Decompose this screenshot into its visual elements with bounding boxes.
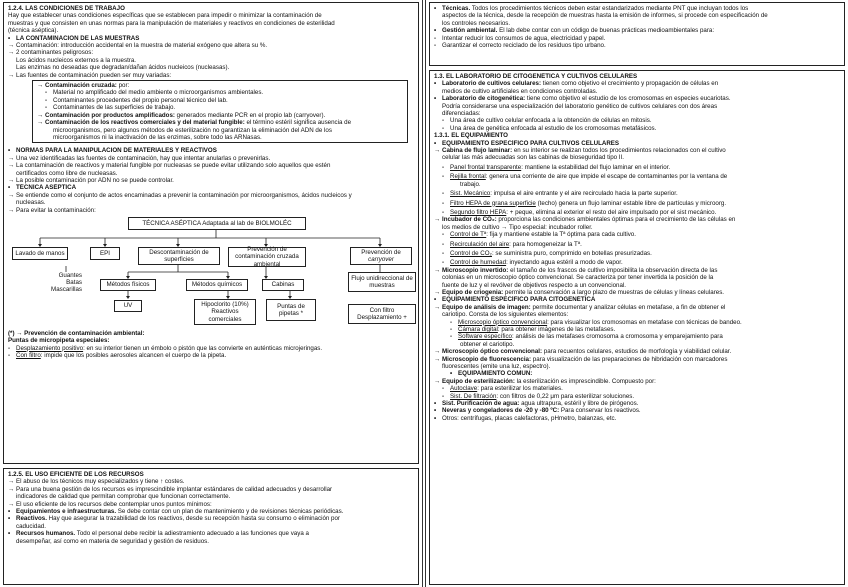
comun-line: - Autoclave: para esterilizar los materiales. (442, 385, 563, 393)
bullet-marker: - (45, 89, 48, 97)
contam-list (8, 42, 414, 57)
aseptica-list (8, 192, 414, 214)
diagram-prev-carry: Prevención de carryover (350, 247, 412, 265)
section-124-box (3, 2, 419, 464)
bullet-marker: • (8, 530, 11, 538)
norma-item: certificados como libre de nucleasas. (16, 169, 118, 177)
comun-line: • Otros: centrífugas, placas calefactoras, pHmetro, balanzas, etc. (434, 414, 617, 422)
normas-list (8, 155, 414, 185)
bullet-marker: • (8, 508, 11, 516)
cult-line: colonias en un microscopio óptico convencional. Se caracteriza por tener invertida la posición de la (442, 274, 714, 282)
cito-line: obtener el cariotipo. (460, 340, 515, 348)
contam-subitem: Las enzimas no deseadas que degradan/dañan ácidos nucleicos (nucleasas). (16, 64, 230, 72)
cult-line: celular las más adecuadas son las cabinas de bioseguridad tipo II. (442, 154, 624, 162)
contam-subitem: → Las fuentes de contaminación pueden ser muy variadas: (8, 71, 172, 79)
cult-line: - Sist. Mecánico: impulsa el aire entrante y el aire recirculado hacia la parte superior. (442, 190, 678, 198)
source-item: - Contaminantes de las superficies de trabajo. (45, 104, 176, 112)
bullet-marker: - (442, 259, 445, 267)
diagram-cabinas: Cabinas (262, 279, 304, 291)
aseptic-technique-diagram (10, 216, 412, 328)
cult-list (434, 147, 840, 296)
bullet-marker: → (8, 176, 15, 184)
comun-line: • Neveras y congeladores de -20 y -80 ºC: Para conservar los reactivos. (434, 407, 641, 415)
aseptica-title: • TÉCNICA ASÉPTICA (8, 184, 77, 192)
right-top-item: los controles necesarios. (442, 19, 511, 27)
comun-line: → Equipo de esterilización: la esterilización es imprescindible. Compuesto por: (434, 377, 656, 385)
bullet-marker: - (442, 240, 445, 248)
cito-line: - Microscopio óptico convencional: para visualizar los cromosomas en metafase con técnicas de bandeo. (450, 318, 742, 326)
source-item: - Contaminantes procedentes del propio personal técnico del lab. (45, 96, 228, 104)
bullet-marker: - (45, 104, 48, 112)
s125-item: • Equipamientos e infraestructuras. Se debe contar con un plan de mantenimiento y de revisiones técnicas periódicas. (8, 508, 344, 516)
contam-item: → Contaminación: introducción accidental en la muestra de material exógeno que altera su %. (8, 42, 268, 50)
cult-title: • EQUIPAMIENTO ESPECÍFICO PARA CULTIVOS CELULARES (434, 139, 620, 147)
aseptica-item: nucleasas. (16, 199, 46, 207)
equip-title: 1.3.1. EL EQUIPAMIENTO (434, 132, 508, 140)
note-list (8, 345, 414, 360)
intro-paragraph (8, 12, 414, 34)
right-top-item: - Intentar reducir los consumos de agua, electricidad y papel. (434, 34, 606, 42)
cito-title: • EQUIPAMIENTO ESPECÍFICO PARA CITOGENÉTICA (434, 296, 596, 304)
aseptica-item: → Para evitar la contaminación: (8, 206, 96, 214)
bullet-marker: - (434, 42, 437, 50)
intro-line: (técnica aséptica). (8, 27, 59, 35)
bullet-marker: → (8, 485, 15, 493)
diagram-descont: Descontaminación de superficies (138, 247, 220, 265)
bullet-marker: • (434, 414, 437, 422)
s125-item: → El uso eficiente de los recursos debe contemplar unos puntos mínimos: (8, 500, 212, 508)
cult-line: - Segundo filtro HEPA: + peque, elimina al exterior el resto del aire impulsado por el sist mecánico. (442, 208, 717, 216)
s13-line: medios de cultivo artificiales en condiciones controladas. (442, 87, 598, 95)
cito-line: → Microscopio óptico convencional: para recuentos celulares, estudios de morfología y viabilidad celular. (434, 348, 732, 356)
source-item: → Contaminación cruzada: por: (37, 82, 130, 90)
source-item: → Contaminación por productos amplificados: generados mediante PCR en el propio lab (carryover). (37, 111, 326, 119)
section-125-title: 1.2.5. EL USO EFICIENTE DE LOS RECURSOS (8, 471, 144, 478)
s125-item: → Para una buena gestión de los recursos es imprescindible implantar estándares de calidad adecuados y desarrollar (8, 485, 333, 493)
section-124-title: 1.2.4. LAS CONDICIONES DE TRABAJO (8, 5, 125, 12)
right-column (425, 0, 848, 587)
right-top-list (434, 5, 840, 49)
norma-item: → La contaminación de reactivos y material fungible por nucleasas se puede evitar utilizando solo aquellos que estén (8, 162, 331, 170)
bullet-marker: → (434, 348, 441, 356)
bullet-marker: → (37, 119, 44, 127)
s13-intro-list (434, 80, 840, 132)
bullet-marker: • (434, 400, 437, 408)
bullet-marker: → (8, 42, 15, 50)
comun-line: - Sist. De filtración: con filtros de 0,22 μm para esterilizar soluciones. (442, 392, 635, 400)
source-item: microorganismos, pero algunos métodos de esterilización no garantizan la eliminación del ADN de los (53, 126, 332, 134)
bullet-marker: - (450, 326, 453, 333)
right-top-box (429, 2, 845, 66)
cult-line: - Recirculación del aire: para homogeneizar la Tª. (442, 240, 582, 248)
diagram-lavado: Lavado de manos (12, 247, 68, 260)
bullet-marker: → (434, 266, 441, 274)
cult-line: → Equipo de criogenia: permite la conservación a largo plazo de muestras de células y líneas celulares. (434, 288, 725, 296)
cito-line: - Software específico: análisis de las metafases cromosoma a cromosoma y emparejamiento para (450, 333, 723, 341)
diagram-quimicos: Métodos químicos (186, 279, 248, 291)
bullet-marker: - (442, 208, 445, 216)
normas-title: • NORMAS PARA LA MANIPULACIÓN DE MATERIALES Y REACTIVOS (8, 147, 217, 155)
bullet-marker: - (45, 96, 48, 104)
bullet-marker: • (434, 95, 437, 103)
source-item: microorganismos ni la inactivación de las enzimas, sobre todo las ARNasas. (53, 133, 262, 141)
bullet-marker: → (8, 206, 15, 214)
s13-line: • Laboratorio de cultivos celulares: tienen como objetivo el crecimiento y propagación de células en (434, 80, 719, 88)
cult-line: - Rejilla frontal: genera una corriente de aire que impide el escape de contaminantes por la ventana de (442, 173, 728, 181)
diagram-uv: UV (114, 300, 142, 312)
right-top-item: aspectos de la técnica, desde la recepción de muestras hasta la emisión de informes, si procede con especificación de (442, 12, 768, 20)
s13-line: - Una área de genética enfocada al estudio de los cromosomas metafásicos. (442, 124, 657, 132)
s13-line: - Una área de cultivo celular enfocada a la obtención de células en mitosis. (442, 117, 652, 125)
bullet-marker: - (450, 318, 453, 326)
bullet-marker: → (37, 111, 44, 119)
cult-line: trabajo. (460, 180, 481, 188)
bullet-marker: - (442, 385, 445, 393)
comun-title: • EQUIPAMIENTO COMÚN: (450, 370, 533, 378)
bullet-marker: → (8, 162, 15, 170)
bullet-marker: → (434, 147, 441, 155)
aseptica-item: → Se entiende como el conjunto de actos encaminadas a prevenir la contaminación por microorganismos, ácidos nucleicos y (8, 191, 352, 199)
bullet-marker: - (8, 344, 11, 352)
diagram-puntas: Puntas de pipetas * (266, 299, 316, 321)
norma-item: → La posible contaminación por ADN no se puede controlar. (8, 176, 174, 184)
s125-item: desempeñar, así como en materia de seguridad y gestión de residuos. (16, 537, 209, 545)
cult-line: - Control de CO₂: se suministra puro, comprimido en botellas presurizadas. (442, 249, 652, 257)
s13-line: diferenciadas: (442, 110, 481, 118)
note-title: (*) → Prevención de contaminación ambiental: (8, 329, 145, 337)
note-item: - Desplazamiento positivo: en su interior tienen un émbolo o pistón que las convierte en auténticas microjeringas. (8, 344, 323, 352)
bullet-marker: • (434, 407, 437, 415)
diagram-fisicos: Métodos físicos (100, 279, 156, 291)
bullet-marker: → (8, 49, 15, 57)
cito-line: → Microscopio de fluorescencia: para visualización de las preparaciones de hibridación con marcadores (434, 355, 728, 363)
intro-line: muestras y que consisten en unas normas para la manipulación de materiales y reactivos en condiciones de esterilidad (8, 19, 335, 27)
bullet-marker: → (8, 500, 15, 508)
bullet-marker: → (434, 377, 441, 385)
cult-line: - Control de humedad: inyectando agua estéril a modo de vapor. (442, 259, 623, 267)
s13-line: • Laboratorio de citogenética: tiene como objetivo el estudio de los cromosomas en especies eucariotas. (434, 95, 731, 103)
diagram-root: TÉCNICA ASÉPTICA Adaptada al lab de BIOLMOLÉC (128, 217, 306, 230)
bullet-marker: - (450, 333, 453, 341)
cult-line: - Panel frontal transparente: mantiene la estabilidad del flujo laminar en el interior. (442, 163, 671, 171)
contam-item: → 2 contaminantes peligrosos: (8, 49, 94, 57)
section-13-title: 1.3. EL LABORATORIO DE CITOGENÉTICA Y CULTIVOS CELULARES (434, 73, 638, 80)
source-item: - Material no amplificado del medio ambiente o microorganismos ambientales. (45, 89, 264, 97)
right-top-item: • Técnicas. Todos los procedimientos técnicos deben estar estandarizados mediante PNT que incluyan todos los (434, 5, 749, 12)
contam-sublist (8, 57, 414, 79)
bullet-marker: → (434, 288, 441, 296)
cult-line: - Filtro HEPA de grana superficie (techo) genera un flujo laminar estable libre de partículas y microorg. (442, 199, 727, 207)
bullet-marker: - (442, 163, 445, 171)
bullet-marker: - (442, 117, 445, 125)
bullet-marker: - (442, 173, 445, 181)
contam-sources-box (32, 80, 408, 143)
bullet-marker: → (8, 478, 15, 486)
bullet-marker: - (442, 199, 445, 207)
norma-item: → Una vez identificadas las fuentes de contaminación, hay que intentar anularlas o prevenirlas. (8, 154, 271, 162)
s125-item: • Reactivos. Hay que asegurar la trazabilidad de los reactivos, desde su recepción hasta su consumo o eliminación por (8, 515, 340, 523)
s13-line: Podría considerarse una especialización del laboratorio genético de cultivos celulares con dos áreas (442, 102, 718, 110)
s125-item: caducidad. (16, 522, 46, 530)
cito-line: → Equipo de análisis de imagen: permite documentar y analizar células en metafase, a fin de obtener el (434, 303, 726, 311)
cult-line: → Incubador de CO₂: proporciona las condiciones ambientales óptimas para el crecimiento de las células en (434, 216, 736, 224)
bullet-marker: → (434, 303, 441, 311)
diagram-hipoclorito: Hipoclorito (10%) Reactivos comerciales (194, 299, 256, 325)
bullet-marker: - (442, 231, 445, 239)
cult-line: los medios de cultivo → Tipo especial: incubador roller. (442, 223, 593, 231)
right-top-item: - Garantizar el correcto reciclado de los residuos tipo urbano. (434, 42, 606, 50)
cult-line: - Control de Tª: fija y mantiene estable la Tª óptima para cada cultivo. (442, 231, 636, 239)
contam-title: • LA CONTAMINACIÓN DE LAS MUESTRAS (8, 34, 140, 42)
cito-line: fluorescentes (emite una luz, espectro). (442, 363, 551, 371)
section-13-box (429, 70, 845, 585)
diagram-filtro: Con filtro Desplazamiento + (348, 304, 416, 324)
bullet-marker: → (8, 71, 15, 79)
bullet-marker: • (434, 80, 437, 88)
bullet-marker: → (8, 154, 15, 162)
bullet-marker: → (8, 191, 15, 199)
diagram-epi: EPI (90, 247, 120, 260)
cito-line: cariotipo. Consta de los siguientes elementos: (442, 311, 569, 319)
bullet-marker: • (434, 27, 437, 35)
bullet-marker: - (8, 352, 11, 360)
s125-item: indicadores de calidad que permitan comprobar que funcionan correctamente. (16, 493, 231, 501)
bullet-marker: - (442, 124, 445, 132)
source-item: → Contaminación de los reactivos comerciales y del material fungible: el término estéril significa ausencia de (37, 119, 352, 127)
cito-list (434, 304, 840, 371)
note-sub: Puntas de micropipeta especiales: (8, 337, 110, 345)
bullet-marker: - (434, 34, 437, 42)
contam-subitem: Los ácidos nucleicos externos a la muestra. (16, 56, 137, 64)
cult-line: → Microscopio invertido: el tamaño de los frascos de cultivo imposibilita la observación directa de las (434, 266, 718, 274)
cult-line: → Cabina de flujo laminar: en su interior se realizan todos los procedimientos relacionados con el cultivo (434, 147, 726, 155)
comun-list (434, 378, 840, 422)
bullet-marker: → (434, 355, 441, 363)
s125-list (8, 478, 414, 545)
bullet-marker: • (8, 515, 11, 523)
diagram-flujo: Flujo unidireccional de muestras (348, 272, 416, 292)
right-top-item: • Gestión ambiental. El lab debe contar con un código de buenas prácticas medioambientales para: (434, 27, 715, 35)
diagram-prev-amb: Prevención de contaminación cruzada ambiental (228, 247, 306, 267)
comun-line: • Sist. Purificación de agua: agua ultrapura, estéril y libre de pirógenos. (434, 400, 639, 408)
bullet-marker: → (434, 216, 441, 224)
s125-item: → El abuso de los técnicos muy especializados y tiene ↑ costes. (8, 478, 185, 486)
bullet-marker: • (434, 5, 437, 12)
bullet-marker: - (442, 392, 445, 400)
diagram-guantes: Guantes Batas Mascarillas (51, 271, 82, 294)
bullet-marker: - (442, 190, 445, 198)
cito-line: - Cámara digital: para obtener imágenes de las metafases. (450, 326, 616, 333)
bullet-marker: → (37, 82, 44, 90)
section-125-box (3, 468, 419, 585)
s125-item: • Recursos humanos. Todo el personal debe recibir la adiestramiento adecuado a las funciones que vaya a (8, 530, 309, 538)
cult-line: fuente de luz y el revólver de objetivos respecto a un convencional. (442, 281, 627, 289)
note-item: - Con filtro: impide que los posibles aerosoles alcancen el cuerpo de la pipeta. (8, 352, 227, 360)
intro-line: Hay que establecer unas condiciones específicas que se establecen para impedir o minimizar la contaminación de (8, 12, 322, 20)
left-column (0, 0, 423, 587)
bullet-marker: - (442, 249, 445, 257)
